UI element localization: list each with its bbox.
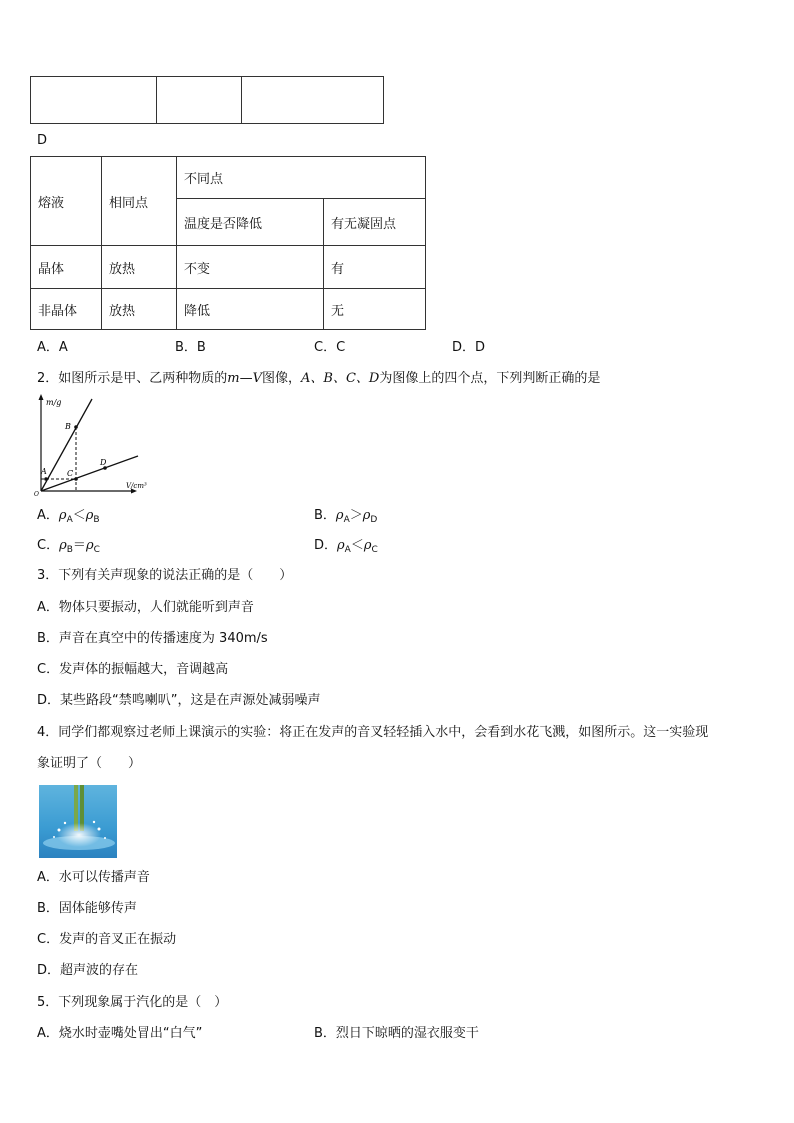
q2-question (37, 371, 600, 387)
cell: 放热 (102, 289, 177, 330)
q3-question: 3．下列有关声现象的说法正确的是（ ） (37, 568, 293, 583)
q5-option-b[interactable]: B．烈日下晾晒的湿衣服变干 (314, 1026, 479, 1041)
q1-option-b[interactable]: B．B (175, 340, 206, 355)
origin-label: O (34, 491, 39, 496)
q3-option-b[interactable]: B．声音在真空中的传播速度为 340m/s (37, 631, 268, 646)
q1-option-c[interactable]: C．C (314, 340, 346, 355)
point-d-label: D (100, 458, 107, 467)
cell: 放热 (102, 246, 177, 289)
q4-option-a[interactable]: A．水可以传播声音 (37, 870, 150, 885)
header-different: 不同点 (177, 157, 426, 199)
q4-option-c[interactable]: C．发声的音叉正在振动 (37, 932, 177, 947)
cell: 不变 (177, 246, 324, 289)
q2-option-b[interactable]: B．$\rho_A>\rho_D$ (314, 508, 378, 525)
q1-option-a[interactable]: A．A (37, 340, 68, 355)
q4-question-line1: 4．同学们都观察过老师上课演示的实验：将正在发声的音叉轻轻插入水中，会看到水花飞溅，如图所示。这一实验现 (37, 725, 709, 740)
m-v-graph (34, 393, 164, 496)
point-a (44, 477, 48, 481)
empty-cell (31, 77, 157, 124)
y-label: m/g (46, 398, 62, 407)
x-label: V/cm³ (126, 482, 147, 490)
droplet (64, 822, 66, 824)
q1-option-d[interactable]: D．D (452, 340, 486, 355)
q2-m: m (227, 371, 240, 386)
cell: 无 (324, 289, 426, 330)
cell: 晶体 (31, 246, 102, 289)
header-point: 有无凝固点 (324, 199, 426, 246)
header-same: 相同点 (102, 157, 177, 246)
q4-option-b[interactable]: B．固体能够传声 (37, 901, 137, 916)
point-c-label: C (67, 469, 74, 478)
option-d-label: D (37, 133, 48, 148)
line-yi (41, 456, 138, 491)
q2-mid: 图像， (262, 371, 302, 386)
droplet (53, 836, 55, 838)
point-c (74, 477, 78, 481)
water-splash (57, 823, 101, 847)
y-axis-arrow (39, 394, 44, 400)
header-melt: 熔液 (31, 157, 102, 246)
droplet (58, 829, 61, 832)
point-a-label: A (41, 467, 47, 476)
cell: 非晶体 (31, 289, 102, 330)
q4-option-d[interactable]: D．超声波的存在 (37, 963, 139, 978)
q4-question-line2: 象证明了（ ） (37, 756, 142, 771)
cell: 降低 (177, 289, 324, 330)
q2-option-a[interactable]: A．$\rho_A<\rho_B$ (37, 508, 100, 525)
q2-prefix: 2．如图所示是甲、乙两种物质的 (37, 371, 228, 386)
q2-v: V (252, 371, 262, 386)
q5-question: 5．下列现象属于汽化的是（ ） (37, 995, 228, 1010)
solidification-table (30, 156, 426, 330)
droplet (93, 821, 95, 823)
q2-option-c[interactable]: C．$\rho_B=\rho_C$ (37, 538, 100, 555)
empty-cell (242, 77, 384, 124)
q3-option-d[interactable]: D．某些路段“禁鸣喇叭”，这是在声源处减弱噪声 (37, 693, 321, 708)
q5-option-a[interactable]: A．烧水时壶嘴处冒出“白气” (37, 1026, 203, 1041)
empty-cell (157, 77, 242, 124)
droplet (104, 837, 106, 839)
cell: 有 (324, 246, 426, 289)
tuning-fork-water-photo (39, 785, 117, 858)
q2-dash: — (239, 371, 253, 386)
q3-option-c[interactable]: C．发声体的振幅越大，音调越高 (37, 662, 229, 677)
q3-option-a[interactable]: A．物体只要振动，人们就能听到声音 (37, 600, 254, 615)
q2-option-d[interactable]: D．$\rho_A<\rho_C$ (314, 538, 378, 555)
header-temp: 温度是否降低 (177, 199, 324, 246)
point-b-label: B (65, 422, 71, 431)
q2-suffix: 为图像上的四个点，下列判断正确的是 (379, 371, 601, 386)
q2-points: A、B、C、D (301, 371, 380, 386)
droplet (98, 828, 101, 831)
point-b (74, 425, 78, 429)
empty-table (30, 76, 384, 124)
